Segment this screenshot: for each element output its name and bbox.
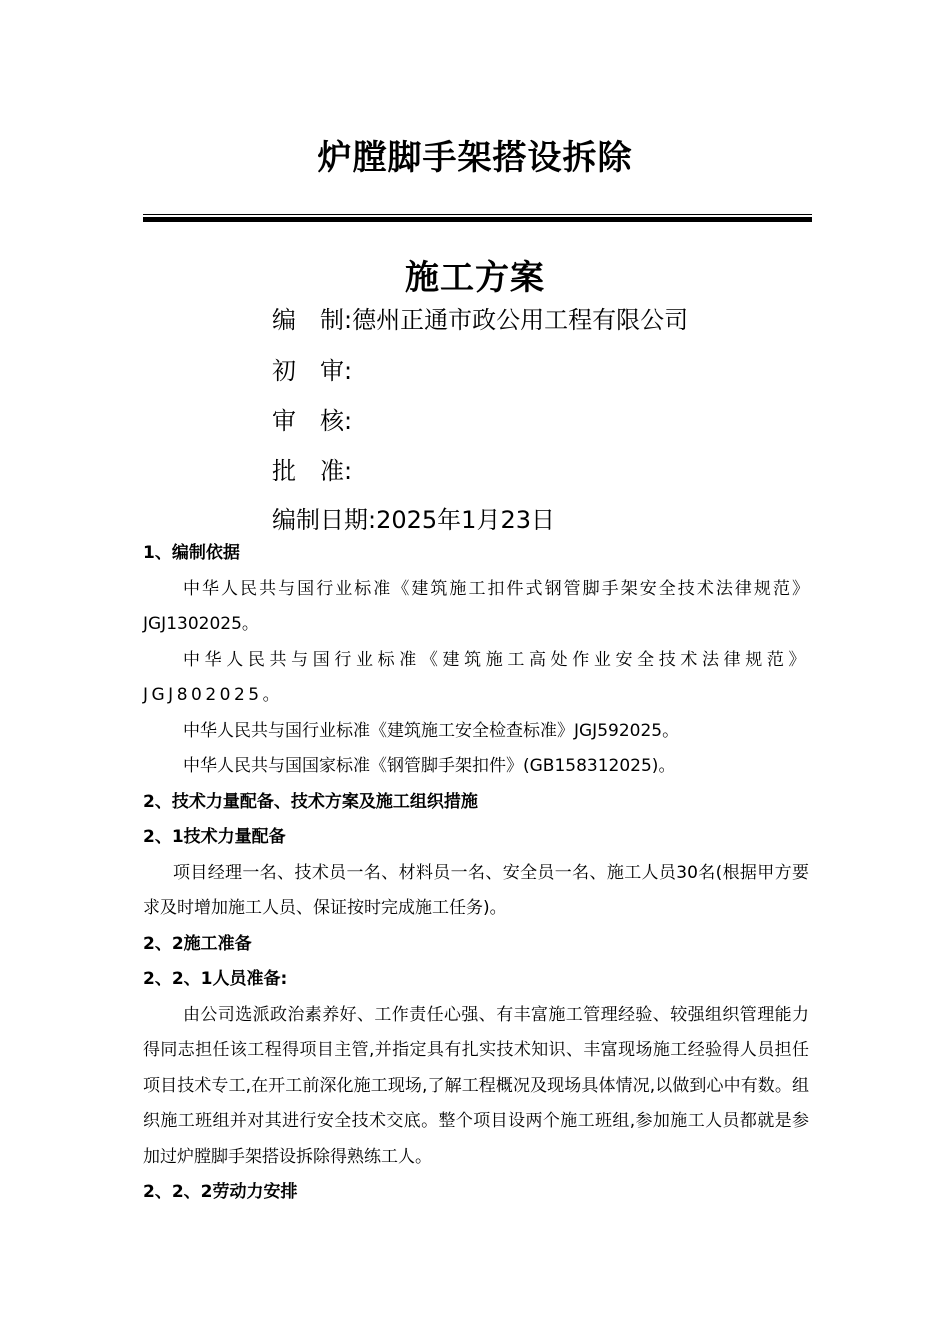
signoff-label: 审 核:	[272, 407, 353, 435]
section-heading: 2、技术力量配备、技术方案及施工组织措施	[143, 791, 478, 812]
signoff-value: 2025年1月23日	[376, 506, 555, 534]
paragraph: 由公司选派政治素养好、工作责任心强、有丰富施工管理经验、较强组织管理能力得同志担任该工程得项目主管,并指定具有扎实技术知识、丰富现场施工经验得人员担任项目技术专工,在开工前深化施工现场,了解工程概况及现场具体情况,以做到心中有数。组织施工班组并对其进行安全技术交底。整个项目设两个施工班组,参加施工人员都就是参加过炉膛脚手架搭设拆除得熟练工人。	[143, 1004, 809, 1167]
signoff-approval	[272, 451, 352, 486]
subsection-heading: 2、2、2劳动力安排	[143, 1182, 298, 1202]
signoff-review	[272, 401, 352, 436]
paragraph: 中华人民共与国行业标准《建筑施工高处作业安全技术法律规范》JGJ802025。	[143, 649, 809, 705]
title-divider-thick	[143, 217, 812, 222]
signoff-label: 批 准:	[272, 457, 353, 485]
title-divider-thin	[143, 214, 812, 215]
signoff-value: 德州正通市政公用工程有限公司	[352, 306, 689, 334]
paragraph: 中华人民共与国行业标准《建筑施工扣件式钢管脚手架安全技术法律规范》JGJ1302025。	[143, 578, 809, 634]
subsection-heading: 2、2施工准备	[143, 933, 252, 954]
signoff-date	[272, 500, 555, 535]
signoff-preliminary-review	[272, 351, 352, 386]
paragraph: 中华人民共与国国家标准《钢管脚手架扣件》(GB158312025)。	[183, 756, 676, 776]
signoff-label: 初 审:	[272, 357, 353, 385]
paragraph: 项目经理一名、技术员一名、材料员一名、安全员一名、施工人员30名(根据甲方要求及时增加施工人员、保证按时完成施工任务)。	[143, 862, 809, 918]
document-title: 炉膛脚手架搭设拆除	[317, 138, 633, 178]
section-heading: 1、编制依据	[143, 543, 240, 563]
signoff-label: 编制日期:	[272, 506, 377, 534]
paragraph: 中华人民共与国行业标准《建筑施工安全检查标准》JGJ592025。	[183, 720, 680, 741]
signoff-label: 编 制:	[272, 306, 353, 334]
signoff-compiler	[272, 300, 688, 335]
subsection-heading: 2、2、1人员准备:	[143, 969, 288, 989]
document-body	[143, 536, 809, 1211]
document-subtitle: 施工方案	[405, 258, 545, 298]
subsection-heading: 2、1技术力量配备	[143, 827, 286, 847]
